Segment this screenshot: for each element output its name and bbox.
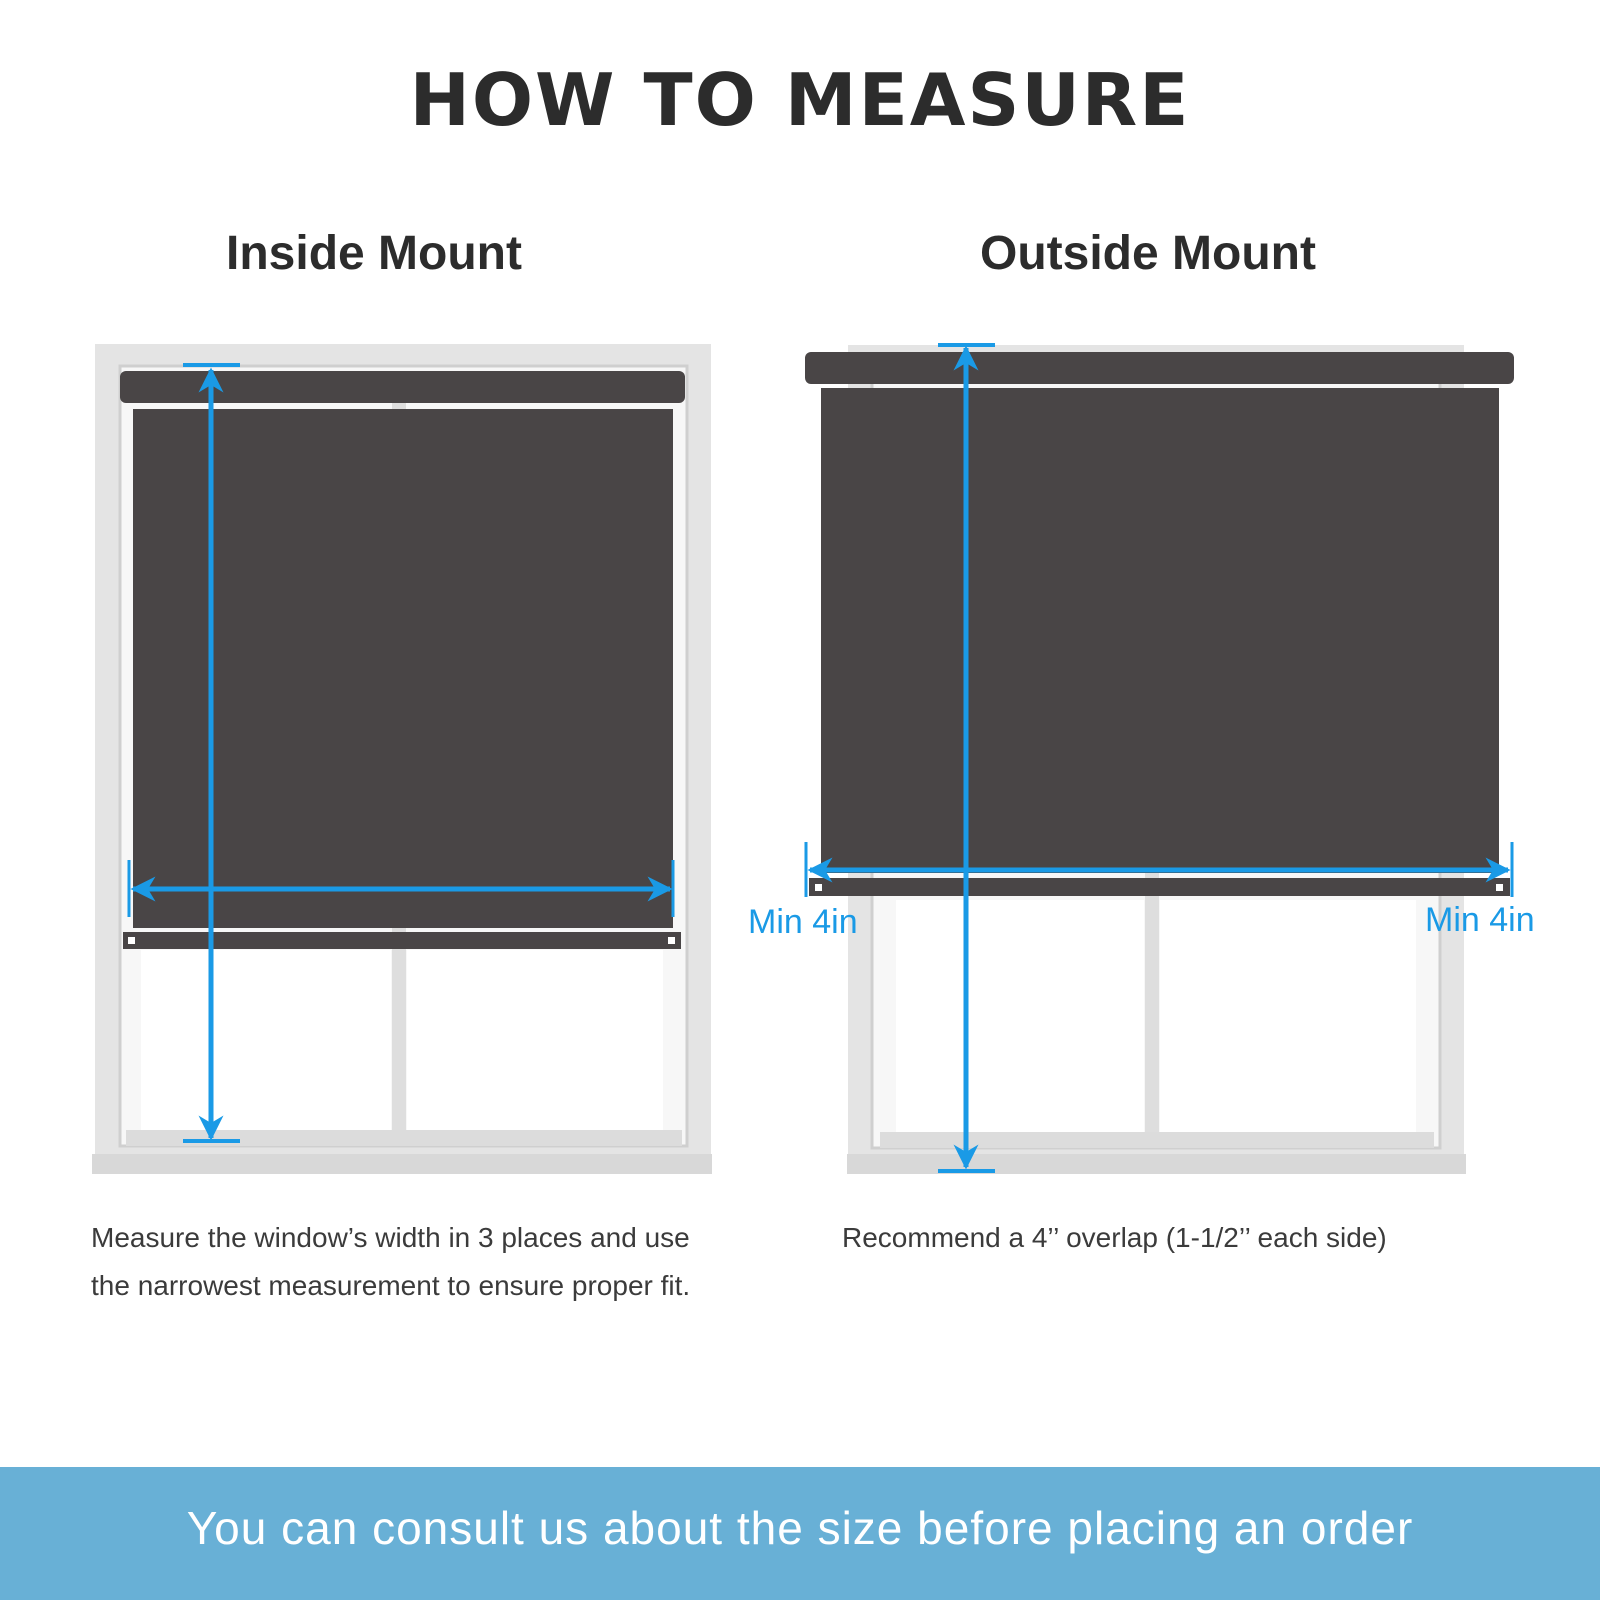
inside-shade-bottom-bar	[123, 932, 681, 949]
outside-shade-fabric	[821, 388, 1499, 873]
outside-min-label-left: Min 4in	[748, 903, 858, 941]
inside-mount-caption: Measure the window’s width in 3 places and use the narrowest measurement to ensure proper fit.	[91, 1222, 691, 1301]
inside-mount-title: Inside Mount	[226, 227, 522, 280]
outside-window-pane-left	[896, 900, 1144, 1132]
page-title: HOW TO MEASURE	[409, 58, 1191, 142]
outside-shade-headrail	[805, 352, 1514, 384]
inside-shade	[120, 371, 685, 949]
outside-shade	[805, 352, 1514, 896]
inside-window-pane-right	[407, 950, 663, 1130]
outside-mount-title: Outside Mount	[980, 227, 1316, 280]
inside-shade-bottom-clip-right	[668, 937, 675, 944]
inside-window-sill	[92, 1154, 712, 1174]
consult-banner-text: You can consult us about the size before placing an order	[186, 1502, 1414, 1554]
inside-window-pane-left	[141, 950, 391, 1130]
outside-shade-bottom-clip-right	[1496, 884, 1503, 891]
outside-min-label-right: Min 4in	[1425, 901, 1535, 939]
outside-mount-caption: Recommend a 4’’ overlap (1-1/2’’ each side)	[842, 1222, 1387, 1253]
inside-shade-bottom-clip-left	[128, 937, 135, 944]
outside-window-pane-right	[1160, 900, 1416, 1132]
consult-banner	[0, 1467, 1600, 1600]
inside-shade-headrail	[120, 371, 685, 403]
outside-window-bottom-rail	[880, 1132, 1434, 1148]
outside-shade-bottom-clip-left	[815, 884, 822, 891]
outside-shade-bottom-bar	[809, 878, 1510, 896]
inside-shade-fabric	[133, 409, 673, 928]
